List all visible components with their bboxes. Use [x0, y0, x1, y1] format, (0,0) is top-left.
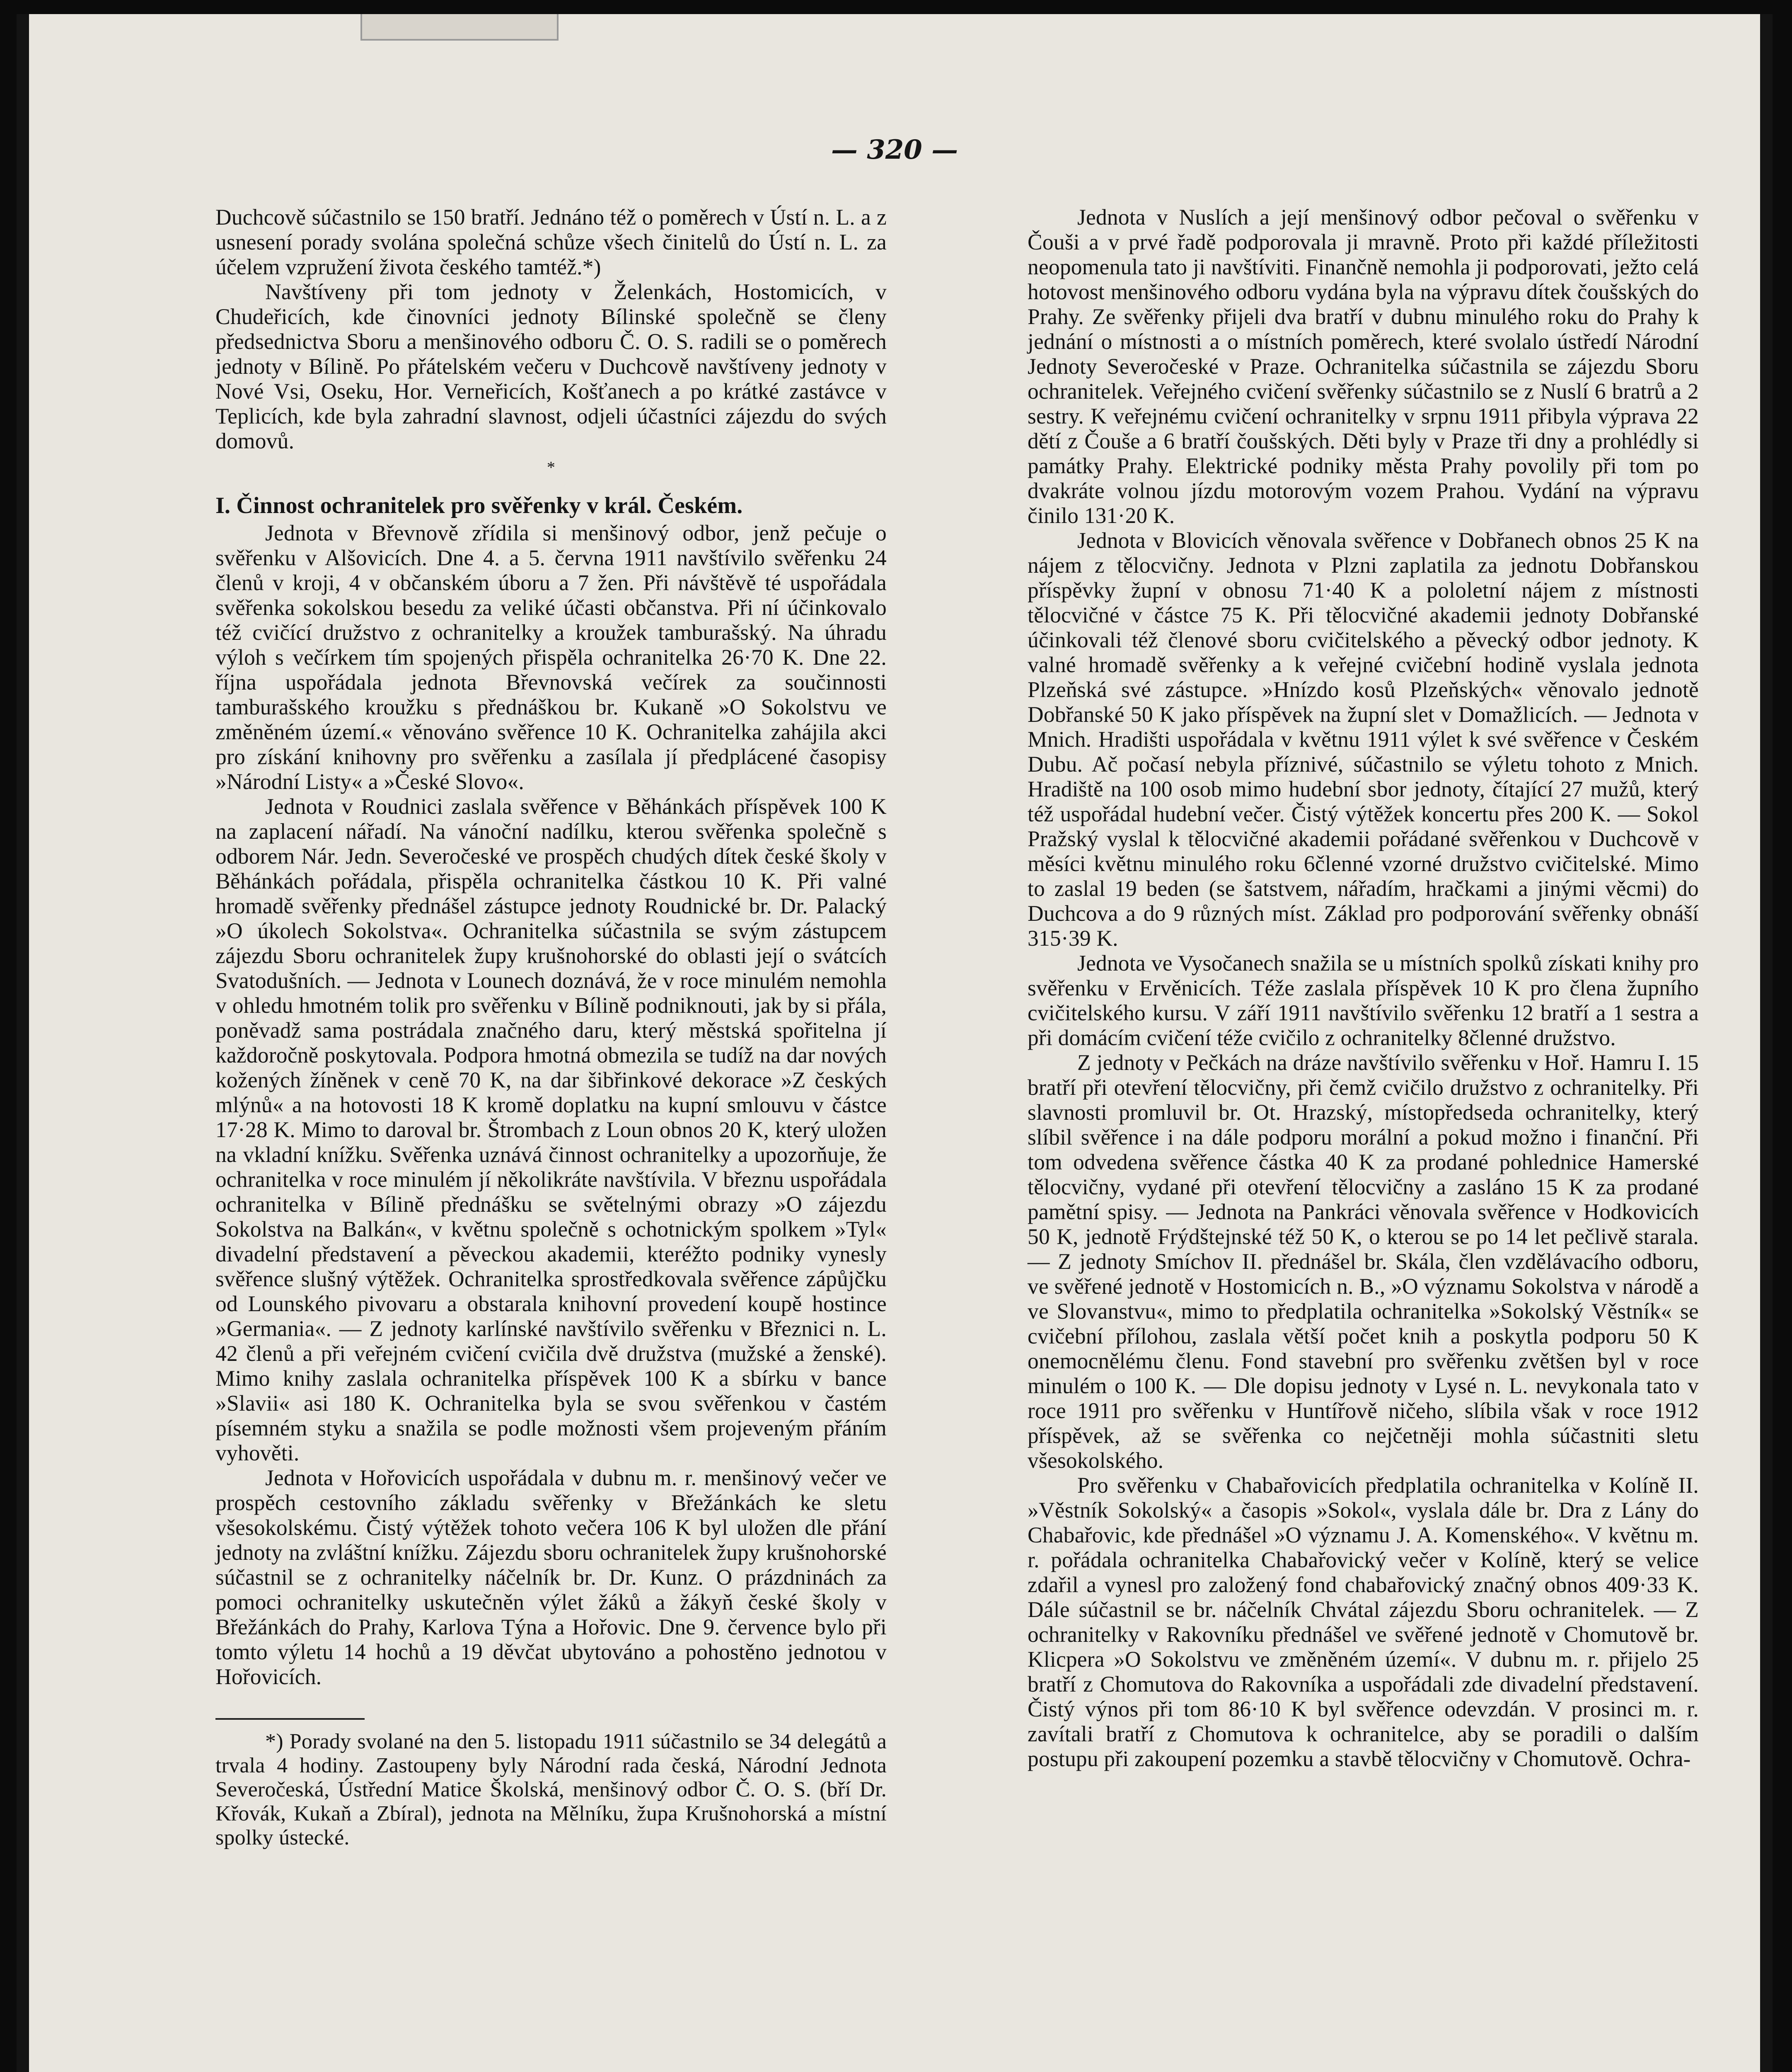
- footnote-text: *) Porady svolané na den 5. listopadu 1911 súčastnilo se 34 delegátů a trvala 4 hodiny. Zastoupeny byly Národní rada česká, Národní Jednota Severočeská, Ústřední Matice Školská, menšinový odbor Č. O. S. (bří Dr. Křovák, Kukaň a Zbíral), jednota na Mělníku, župa Krušnohorská a místní spolky ústecké.: [215, 1730, 887, 1849]
- paragraph: Jednota v Břevnově zřídila si menšinový odbor, jenž pečuje o svěřenku v Alšovicích. Dne 4. a 5. června 1911 navštívilo svěřenku 24 členů v kroji, 4 v občanském úboru a 7 žen. Při návštěvě té uspořádala svěřenka sokolskou besedu za veliké účasti občanstva. Při ní účinkovalo též cvičící družstvo z ochranitelky a kroužek tamburašský. Na úhradu výloh s večírkem tím spojených přispěla ochranitelka 26·70 K. Dne 22. října uspořádala jednota Břevnovská večírek za součinnosti tamburašského kroužku s přednáškou br. Kukaně »O Sokolstvu ve změněném území.« věnováno svěřence 10 K. Ochranitelka zahájila akci pro získání knihovny pro svěřenku a zasílala jí předplácené časopisy »Národní Listy« a »České Slovo«.: [215, 520, 887, 794]
- paragraph: Jednota v Blovicích věnovala svěřence v Dobřanech obnos 25 K na nájem z tělocvičny. Jednota v Plzni zaplatila za jednotu Dobřanskou příspěvky župní v obnosu 71·40 K a pololetní nájem z místnosti tělocvičné v částce 75 K. Při tělocvičné akademii jednoty Dobřanské účinkovali též členové sboru cvičitelského a pěvecký odbor jednoty. K valné hromadě svěřenky a k veřejné cvičební hodině vyslala jednota Plzeňská své zástupce. »Hnízdo kosů Plzeňských« věnovalo jednotě Dobřanské 50 K jako příspěvek na župní slet v Domažlicích. — Jednota v Mnich. Hradišti uspořádala v květnu 1911 výlet k své svěřence v Českém Dubu. Ač počasí nebyla příznivé, súčastnilo se výletu tohoto z Mnich. Hradiště na 100 osob mimo hudební sbor jednoty, čítající 27 mužů, který též uspořádal hudební večer. Čistý výtěžek koncertu přes 200 K. — Sokol Pražský vyslal k tělocvičné akademii pořádané svěřenkou v Duchcově v měsíci květnu minulého roku 6členné vzorné družstvo cvičitelské. Mimo to zaslal 19 beden (se šatstvem, nářadím, hračkami a jinými věcmi) do Duchcova a do 9 různých míst. Základ pro podporování svěřenky obnáší 315·39 K.: [1028, 528, 1699, 951]
- paragraph: Jednota v Nuslích a její menšinový odbor pečoval o svěřenku v Čouši a v prvé řadě podporovala ji mravně. Proto při každé příležitosti neopomenula tato ji navštíviti. Finančně nemohla ji podporovati, ježto celá hotovost menšinového odboru vydána byla na výpravu dítek čoušských do Prahy. Ze svěřenky přijeli dva bratří v dubnu minulého roku do Prahy k jednání o místnosti a o místních poměrech, které svolalo ústředí Národní Jednoty Severočeské v Praze. Ochranitelka súčastnila se zájezdu Sboru ochranitelek. Veřejného cvičení svěřenky súčastnilo se z Nuslí 6 bratrů a 2 sestry. K veřejnému cvičení ochranitelky v srpnu 1911 přibyla výprava 22 dětí z Čouše a 6 bratří čoušských. Děti byly v Praze tři dny a prohlédly si památky Prahy. Elektrické podniky města Prahy povolily při tom po dvakráte volnou jízdu motorovým vozem Prahou. Vydání na výpravu činilo 131·20 K.: [1028, 205, 1699, 528]
- footnote-rule: [215, 1718, 365, 1720]
- scanned-page: [17, 14, 1773, 2072]
- paragraph: Pro svěřenku v Chabařovicích předplatila ochranitelka v Kolíně II. »Věstník Sokolský« a časopis »Sokol«, vyslala dále br. Dra z Lány do Chabařovic, kde přednášel »O významu J. A. Komenského«. V květnu m. r. pořádala ochranitelka Chabařovický večer v Kolíně, který se velice zdařil a vynesl pro založený fond chabařovický značný obnos 409·33 K. Dále súčastnil se br. náčelník Chvátal zájezdu Sboru ochranitelek. — Z ochranitelky v Rakovníku přednášel ve svěřené jednotě v Chomutově br. Klicpera »O Sokolstvu ve změněném území«. V dubnu m. r. přijelo 25 bratří z Chomutova do Rakovníka a uspořádali zde divadelní představení. Čistý výnos při tom 86·10 K byl svěřence odevzdán. V prosinci m. r. zavítali bratří z Chomutova k ochranitelce, aby se poradili o dalším postupu při zakoupení pozemku a stavbě tělocvičny v Chomutově. Ochra-: [1028, 1473, 1699, 1771]
- section-heading: I. Činnost ochranitelek pro svěřenky v král. Českém.: [215, 493, 743, 518]
- paragraph: Jednota ve Vysočanech snažila se u místních spolků získati knihy pro svěřenku v Ervěnicích. Téže zaslala příspěvek 10 K pro člena župního cvičitelského kursu. V září 1911 navštívilo svěřenku 12 bratří a 1 sestra a při domácím cvičení téže cvičilo z ochranitelky 8členné družstvo.: [1028, 951, 1699, 1050]
- page-number: — 320 —: [831, 134, 958, 165]
- binding-tab-mark: [360, 14, 559, 41]
- section-separator-star: *: [547, 458, 556, 477]
- paragraph: Jednota v Roudnici zaslala svěřence v Běhánkách příspěvek 100 K na zaplacení nářadí. Na vánoční nadílku, kterou svěřenka společně s odborem Nár. Jedn. Severočeské ve prospěch chudých dítek české školy v Běhánkách pořádala, přispěla ochranitelka částkou 10 K. Při valné hromadě svěřenky přednášel zástupce jednoty Roudnické br. Dr. Palacký »O úkolech Sokolstva«. Ochranitelka súčastnila se svým zástupcem zájezdu Sboru ochranitelek župy krušnohorské do oblasti její o svátcích Svatodušních. — Jednota v Lounech doznává, že v roce minulém nemohla v ohledu hmotném tolik pro svěřenku v Bílině podniknouti, jak by si přála, poněvadž sama postrádala značného daru, který městská spořitelna jí každoročně poskytovala. Podpora hmotná obmezila se tudíž na dar nových kožených žíněnek v ceně 70 K, na dar šibřinkové dekorace »Z českých mlýnů« a na hotovosti 18 K kromě doplatku na kupní smlouvu v částce 17·28 K. Mimo to daroval br. Štrombach z Loun obnos 20 K, který uložen na vkladní knížku. Svěřenka uznává činnost ochranitelky a upozorňuje, že ochranitelka v roce minulém jí několikráte navštívila. V březnu uspořádala ochranitelka v Bílině přednášku se světelnými obrazy »O zájezdu Sokolstva na Balkán«, v květnu společně s ochotnickým spolkem »Tyl« divadelní představení a pěveckou akademii, kteréžto podniky vynesly svěřence slušný výtěžek. Ochranitelka sprostředkovala svěřence zápůjčku od Lounského pivovaru a obstarala knihovní provedení koupě hostince »Germania«. — Z jednoty karlínské navštívilo svěřenku v Březnici n. L. 42 členů a při veřejném cvičení cvičila dvě družstva (mužské a ženské). Mimo knihy zaslala ochranitelka příspěvek 100 K a sbírku v bance »Slavii« asi 180 K. Ochranitelka byla se svou svěřenkou v častém písemném styku a snažila se podle možnosti všem projeveným přáním vyhověti.: [215, 794, 887, 1465]
- footnote: [215, 1730, 887, 1850]
- left-scan-edge: [17, 14, 29, 2072]
- right-column: [1028, 205, 1699, 1771]
- paragraph: Z jednoty v Pečkách na dráze navštívilo svěřenku v Hoř. Hamru I. 15 bratří při otevření tělocvičny, při čemž cvičilo družstvo z ochranitelky. Při slavnosti promluvil br. Ot. Hrazský, místopředseda ochranitelky, který slíbil svěřence i na dále podporu morální a pokud možno i finanční. Při tom odvedena svěřence částka 40 K za prodané pohlednice Hamerské tělocvičny, vydané při otevření tělocvičny a zasláno 15 K za prodané pamětní spisy. — Jednota na Pankráci věnovala svěřence v Hodkovicích 50 K, jednotě Frýdštejnské též 50 K, o kterou se po 14 let pečlivě starala. — Z jednoty Smíchov II. přednášel br. Skála, člen vzdělávacího odboru, ve svěřené jednotě v Hostomicích n. B., »O významu Sokolstva v národě a ve Slovanstvu«, mimo to předplatila ochranitelka »Sokolský Věstník« se cvičební přílohou, zaslala větší počet knih a poskytla podporu 50 K onemocnělému členu. Fond stavební pro svěřenku zvětšen byl v roce minulém o 100 K. — Dle dopisu jednoty v Lysé n. L. nevykonala tato v roce 1911 pro svěřenku v Huntířově ničeho, slíbila však v roce 1912 příspěvek, až se svěřenka co nejčetněji mohla súčastniti sletu všesokolského.: [1028, 1050, 1699, 1473]
- left-column: [215, 205, 887, 1850]
- paragraph: Jednota v Hořovicích uspořádala v dubnu m. r. menšinový večer ve prospěch cestovního základu svěřenky v Břežánkách ke sletu všesokolskému. Čistý výtěžek tohoto večera 106 K byl uložen dle přání jednoty na zvláštní knížku. Zájezdu sboru ochranitelek župy krušnohorské súčastnil se z ochranitelky náčelník br. Dr. Kunz. O prázdninách za pomoci ochranitelky uskutečněn výlet žáků a žákyň české školy v Břežánkách do Prahy, Karlova Týna a Hořovic. Dne 9. července bylo při tomto výletu 14 hochů a 19 děvčat ubytováno a pohostěno jednotou v Hořovicích.: [215, 1465, 887, 1689]
- right-scan-edge: [1760, 14, 1773, 2072]
- paragraph: Duchcově súčastnilo se 150 bratří. Jednáno též o poměrech v Ústí n. L. a z usnesení porady svolána společná schůze všech činitelů do Ústí n. L. za účelem vzpružení života českého tamtéž.*): [215, 205, 887, 279]
- paragraph: Navštíveny při tom jednoty v Želenkách, Hostomicích, v Chudeřicích, kde činovníci jednoty Bílinské společně se členy předsednictva Sboru a menšinového odboru Č. O. S. radili se o poměrech jednoty v Bílině. Po přátelském večeru v Duchcově navštíveny jednoty v Nové Vsi, Oseku, Hor. Verneřicích, Košťanech a po krátké zastávce v Teplicích, kde byla zahradní slavnost, odjeli účastníci zájezdu do svých domovů.: [215, 279, 887, 453]
